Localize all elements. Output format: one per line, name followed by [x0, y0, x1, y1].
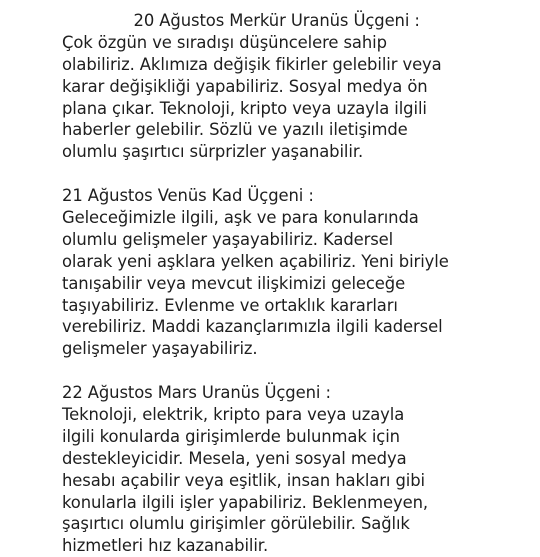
- text-line: olarak yeni aşklara yelken açabiliriz. Yeni biriyle: [62, 251, 449, 271]
- text-line: taşıyabiliriz. Evlenme ve ortaklık kararları: [62, 295, 398, 315]
- text-line: konularla ilgili işler yapabiliriz. Beklenmeyen,: [62, 492, 428, 512]
- text-line: olumlu şaşırtıcı sürprizler yaşanabilir.: [62, 142, 364, 162]
- text-line: olabiliriz. Aklımıza değişik fikirler gelebilir veya: [62, 54, 442, 74]
- section-mercury-uranus: [62, 10, 482, 163]
- text-line: şaşırtıcı olumlu girişimler görülebilir. Sağlık: [62, 514, 410, 534]
- section-mars-uranus: [62, 382, 482, 557]
- text-line: haberler gelebilir. Sözlü ve yazılı iletişimde: [62, 120, 408, 140]
- text-line: verebiliriz. Maddi kazançlarımızla ilgili kadersel: [62, 317, 443, 337]
- text-line: karar değişikliği yapabiliriz. Sosyal medya ön: [62, 76, 428, 96]
- text-line: hizmetleri hız kazanabilir.: [62, 536, 269, 556]
- document-body: [62, 10, 482, 557]
- paragraph-gap: [62, 360, 482, 382]
- text-line: gelişmeler yaşayabiliriz.: [62, 339, 258, 359]
- text-line: plana çıkar. Teknoloji, kripto veya uzayla ilgili: [62, 98, 427, 118]
- text-line: ilgili konularda girişimlerde bulunmak için: [62, 426, 400, 446]
- section-venus-kad: [62, 185, 482, 360]
- text-line: Teknoloji, elektrik, kripto para veya uzayla: [62, 405, 405, 425]
- text-line: Çok özgün ve sıradışı düşüncelere sahip: [62, 32, 387, 52]
- text-line: destekleyicidir. Mesela, yeni sosyal medya: [62, 448, 407, 468]
- section-heading: 21 Ağustos Venüs Kad Üçgeni :: [62, 186, 314, 206]
- text-line: Geleceğimizle ilgili, aşk ve para konularında: [62, 208, 419, 228]
- text-line: olumlu gelişmeler yaşayabiliriz. Kadersel: [62, 229, 394, 249]
- text-line: hesabı açabilir veya eşitlik, insan hakları gibi: [62, 470, 425, 490]
- text-line: tanışabilir veya mevcut ilişkimizi geleceğe: [62, 273, 406, 293]
- paragraph-gap: [62, 163, 482, 185]
- section-heading: 22 Ağustos Mars Uranüs Üçgeni :: [62, 383, 331, 403]
- section-heading: 20 Ağustos Merkür Uranüs Üçgeni :: [62, 11, 420, 30]
